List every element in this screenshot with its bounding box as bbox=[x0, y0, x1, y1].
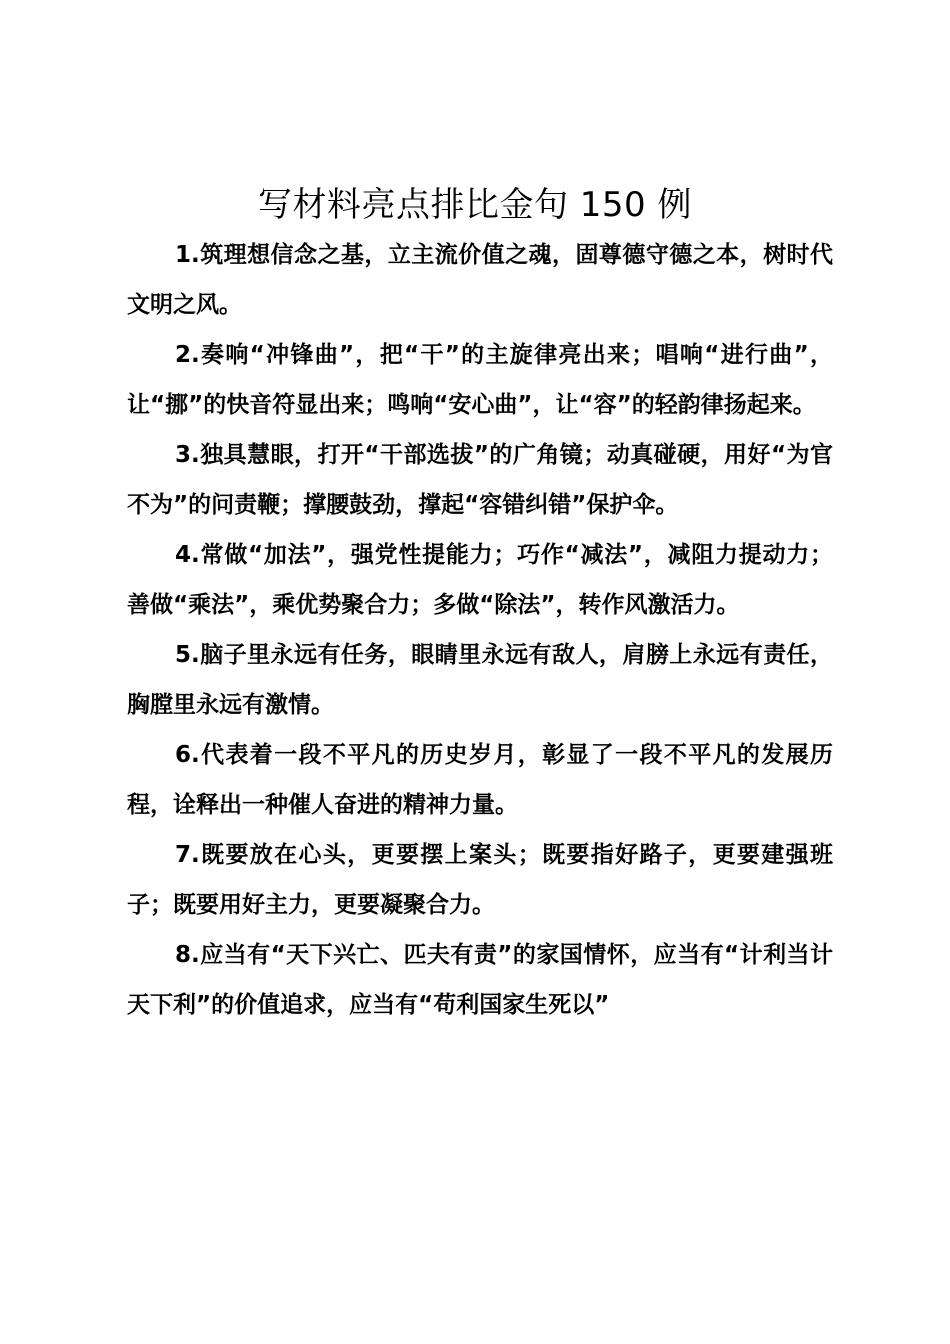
paragraph-6: 6.代表着一段不平凡的历史岁月，彰显了一段不平凡的发展历程，诠释出一种催人奋进的精神力量。 bbox=[127, 742, 833, 818]
document-body bbox=[127, 230, 833, 1030]
paragraph-7: 7.既要放在心头，更要摆上案头；既要指好路子，更要建强班子；既要用好主力，更要凝聚合力。 bbox=[127, 842, 833, 918]
paragraph-2: 2.奏响“冲锋曲”，把“干”的主旋律亮出来；唱响“进行曲”，让“挪”的快音符显出来；鸣响“安心曲”，让“容”的轻韵律扬起来。 bbox=[127, 342, 833, 418]
paragraph-8: 8.应当有“天下兴亡、匹夫有责”的家国情怀，应当有“计利当计天下利”的价值追求，应当有“苟利国家生死以” bbox=[127, 942, 833, 1018]
paragraph-4: 4.常做“加法”，强党性提能力；巧作“减法”，减阻力提动力；善做“乘法”，乘优势聚合力；多做“除法”，转作风激活力。 bbox=[127, 542, 833, 618]
paragraph-1: 1.筑理想信念之基，立主流价值之魂，固尊德守德之本，树时代文明之风。 bbox=[127, 242, 833, 318]
paragraph-5: 5.脑子里永远有任务，眼睛里永远有敌人，肩膀上永远有责任，胸膛里永远有激情。 bbox=[127, 642, 833, 718]
page-title: 写材料亮点排比金句 150 例 bbox=[257, 185, 692, 225]
paragraph-3: 3.独具慧眼，打开“干部选拔”的广角镜；动真碰硬，用好“为官不为”的问责鞭；撑腰鼓劲，撑起“容错纠错”保护伞。 bbox=[127, 442, 833, 518]
